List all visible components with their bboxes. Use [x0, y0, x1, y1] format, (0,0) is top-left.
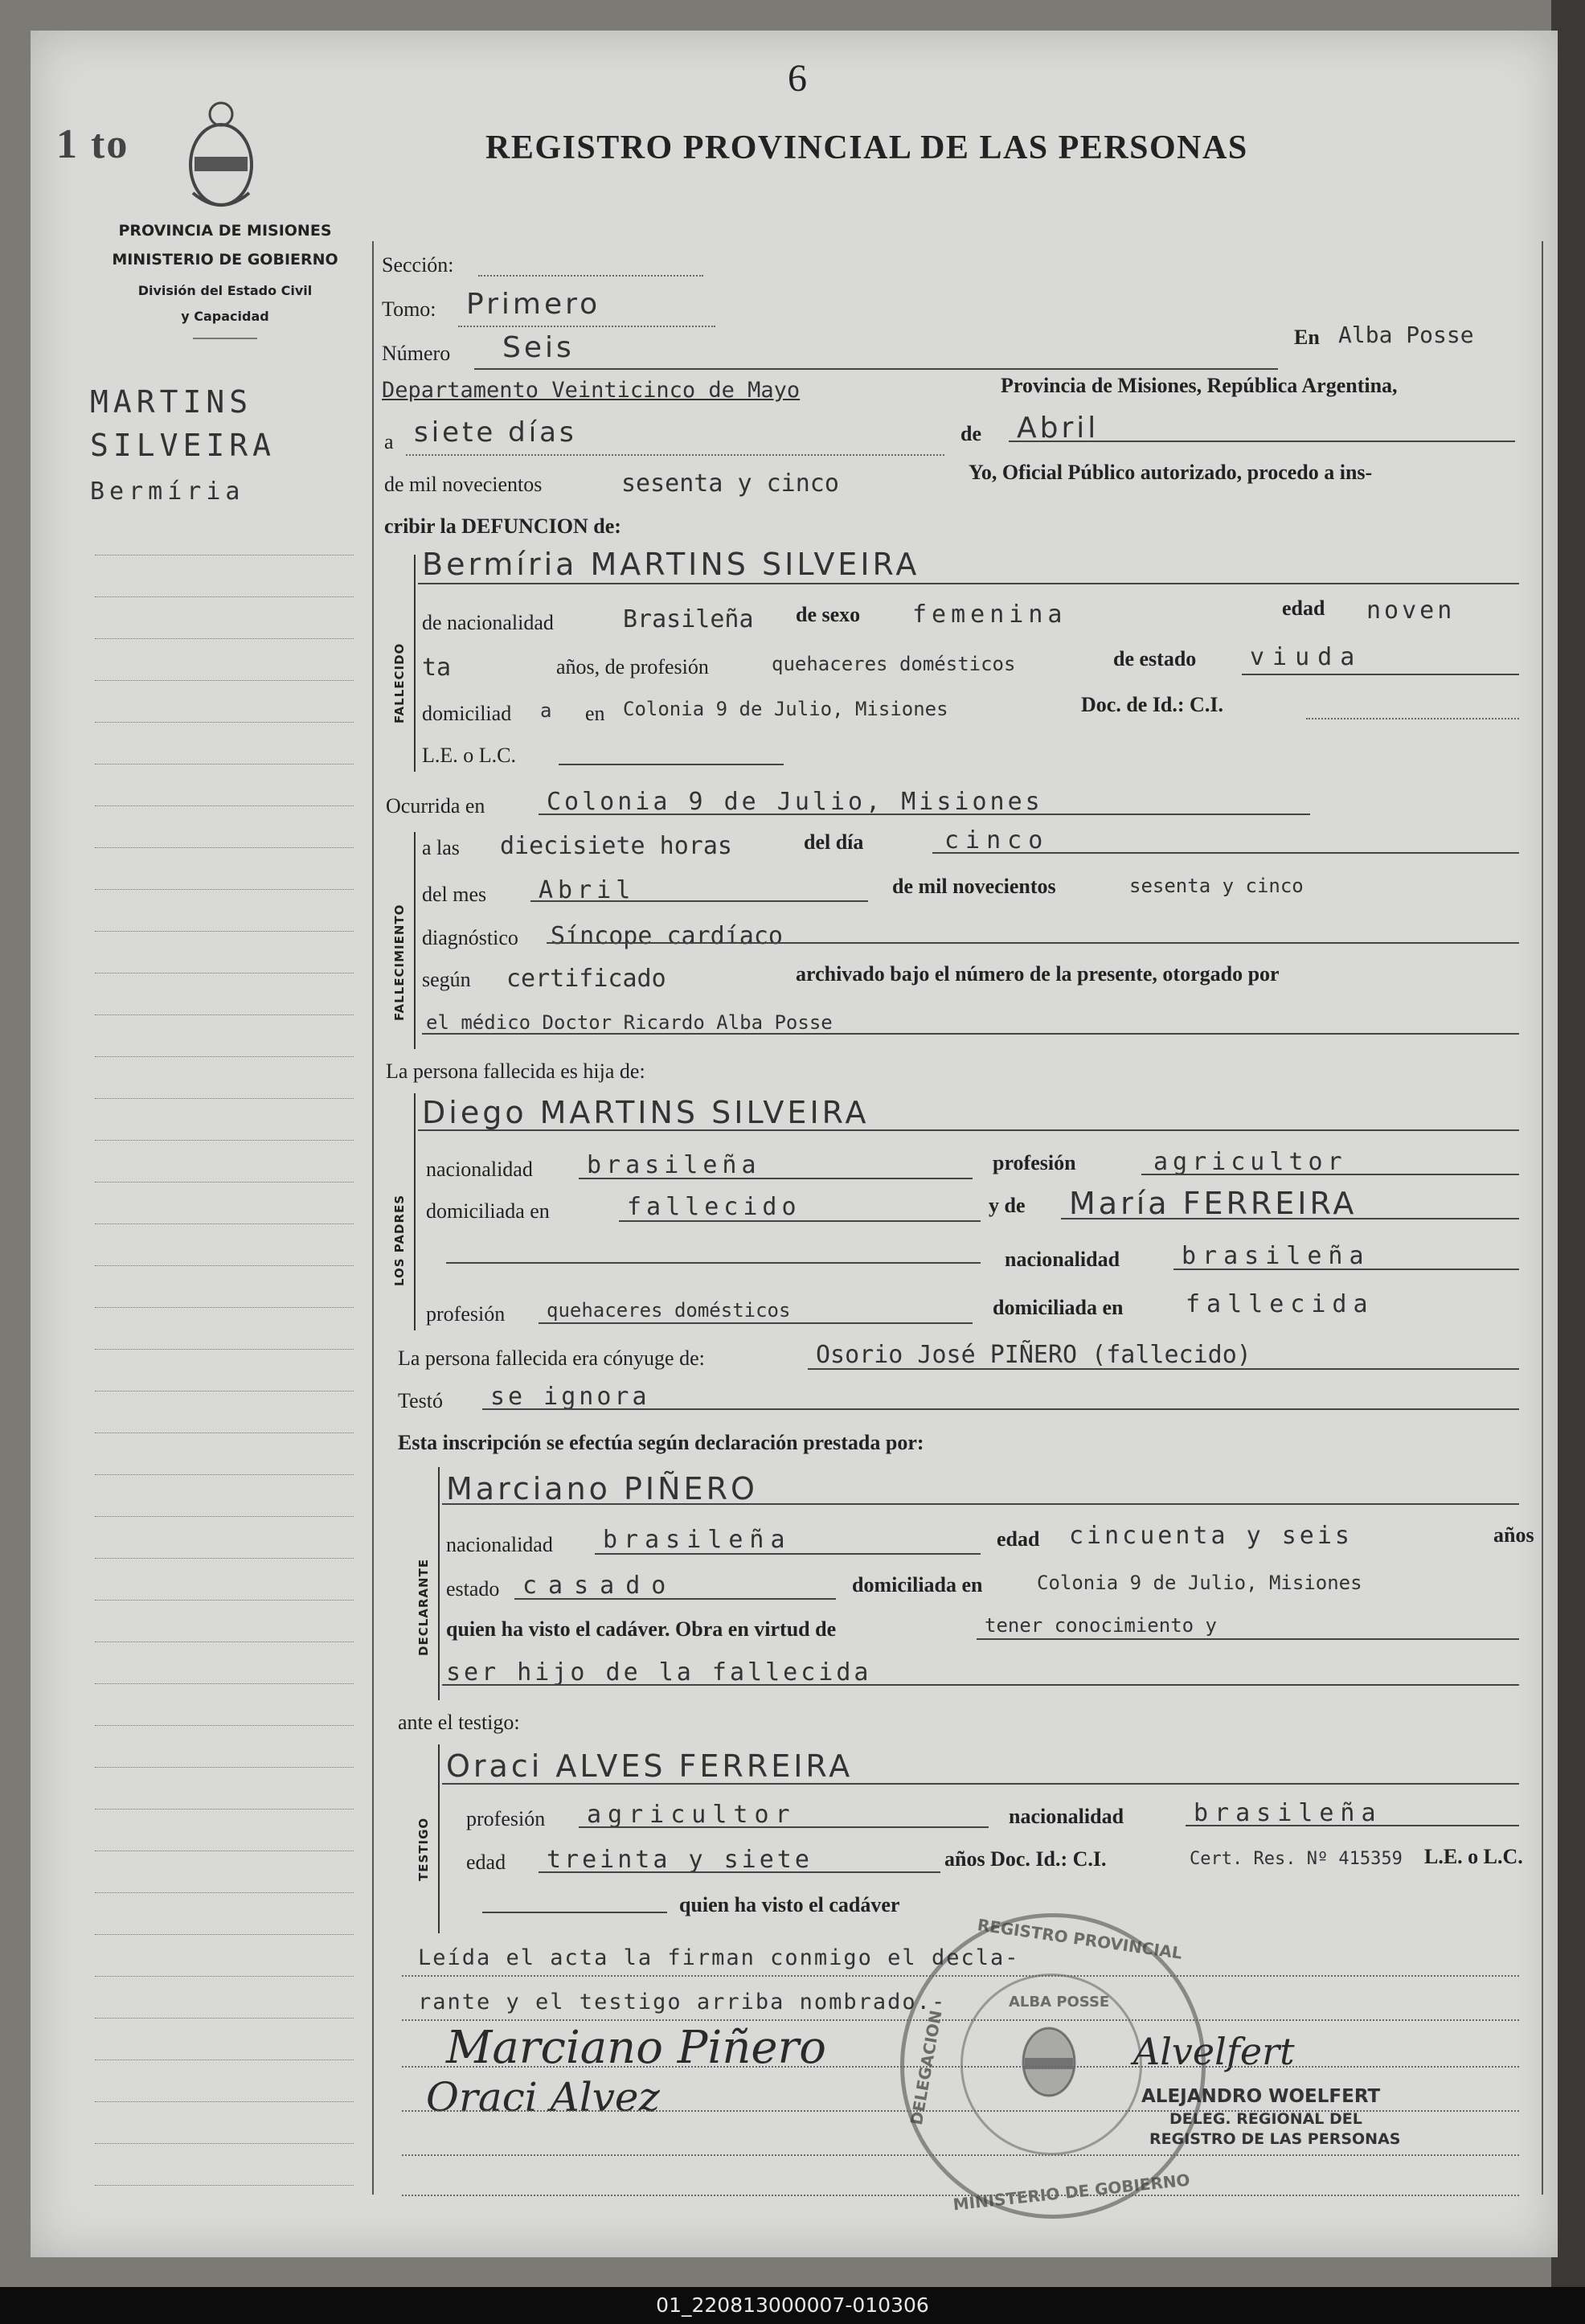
declarante-domicilio-value: Colonia 9 de Julio, Misiones: [1037, 1572, 1362, 1594]
testo-line: [482, 1408, 1519, 1410]
fallecido-sexo-value: femenina: [912, 600, 1067, 629]
fallecimiento-anio-value: sesenta y cinco: [1129, 875, 1304, 897]
madre-nombre-continued-line: [446, 1262, 981, 1264]
numero-value: Seis: [502, 331, 575, 364]
de-label: de: [960, 422, 981, 445]
segun-value: certificado: [506, 965, 666, 993]
conyuge-label: La persona fallecida era cónyuge de:: [398, 1346, 705, 1370]
seal-text-bottom: MINISTERIO DE GOBIERNO: [952, 2170, 1191, 2215]
a-label: a: [384, 430, 394, 453]
testigo-profesion-value: agricultor: [587, 1801, 797, 1829]
madre-domicilio-value: fallecida: [1186, 1290, 1374, 1318]
margin-ruled-line: [95, 931, 354, 932]
right-border-line: [1542, 241, 1543, 2195]
signature-rule-1: [402, 2066, 1519, 2068]
margin-ruled-line: [95, 1014, 354, 1015]
oficial-cargo-2: REGISTRO DE LAS PERSONAS: [1149, 2130, 1401, 2148]
margin-ruled-line: [95, 638, 354, 639]
de-mil-label: de mil novecientos: [384, 473, 543, 496]
cierre-line-1: Leída el acta la firman conmigo el decla-: [418, 1945, 1020, 1970]
madre-nombre: María FERREIRA: [1069, 1186, 1358, 1221]
testigo-doc-value: Cert. Res. Nº 415359: [1190, 1849, 1403, 1869]
fallecido-bracket: [414, 555, 416, 772]
diagnostico-line: [547, 942, 1519, 944]
y-de-label: y de: [989, 1194, 1026, 1217]
testo-value: se ignora: [490, 1383, 650, 1411]
testigo-nombre-line: [442, 1783, 1519, 1785]
numero-label: Número: [382, 342, 451, 365]
certificate-page: [31, 31, 1558, 2257]
padre-domicilio-line: [619, 1220, 981, 1222]
margin-ruled-line: [95, 680, 354, 681]
dias-line: [406, 454, 944, 456]
fallecido-domiciliado-suffix: a: [540, 699, 552, 722]
medico-line: [422, 1033, 1519, 1035]
segun-label: según: [422, 968, 471, 991]
tomo-line: [458, 326, 715, 327]
dia-line: [932, 852, 1519, 854]
conyuge-line: [808, 1368, 1519, 1370]
cierre-rule-2: [402, 2019, 1519, 2021]
fallecido-nacionalidad-value: Brasileña: [623, 605, 754, 633]
testigo-nacionalidad-line: [1186, 1825, 1519, 1826]
padre-nacionalidad-line: [579, 1178, 973, 1179]
division-label: División del Estado Civil: [137, 283, 313, 298]
margin-ruled-line: [95, 1809, 354, 1810]
fallecido-le-line: [559, 764, 784, 765]
margin-ruled-line: [95, 2018, 354, 2019]
margin-ruled-line: [95, 1474, 354, 1475]
left-border-line: [372, 241, 374, 2195]
testigo-nacionalidad-value: brasileña: [1194, 1799, 1382, 1827]
diagnostico-label: diagnóstico: [422, 926, 518, 949]
fallecimiento-bracket: [414, 832, 416, 1049]
margin-ruled-line: [95, 1767, 354, 1768]
archivado-text: archivado bajo el número de la presente, otorgado por: [796, 962, 1280, 986]
del-dia-label: del día: [804, 830, 864, 854]
margin-surname-1: MARTINS: [90, 384, 253, 420]
province-label: PROVINCIA DE MISIONES: [118, 222, 332, 240]
dia-value: cinco: [944, 826, 1050, 855]
declarante-bracket: [438, 1467, 440, 1700]
fallecido-estado-label: de estado: [1113, 647, 1197, 670]
margin-ruled-line: [95, 2101, 354, 2102]
testigo-anios-doc-label: años Doc. Id.: C.I.: [944, 1847, 1107, 1871]
madre-profesion-line: [539, 1322, 973, 1324]
mes-line: [1009, 441, 1515, 442]
diagnostico-value: Síncope cardíaco: [551, 922, 783, 950]
margin-ruled-line: [95, 889, 354, 890]
madre-profesion-label: profesión: [426, 1302, 506, 1326]
testigo-section-label: TESTIGO: [416, 1817, 431, 1881]
padre-nombre-line: [418, 1129, 1519, 1131]
margin-given-name: Bermíria: [90, 478, 245, 506]
margin-ruled-line: [95, 1725, 354, 1726]
declarante-anios-label: años: [1493, 1523, 1534, 1547]
margin-ruled-line: [95, 1391, 354, 1392]
mes-value: Abril: [1017, 412, 1100, 445]
declarante-estado-line: [514, 1598, 836, 1600]
testigo-edad-value: treinta y siete: [547, 1846, 813, 1874]
provincia-text: Provincia de Misiones, República Argentina,: [1001, 374, 1398, 397]
signature-rule-3: [402, 2154, 1519, 2156]
en-value: Alba Posse: [1338, 322, 1474, 348]
margin-ruled-line: [95, 1223, 354, 1224]
seccion-line: [478, 275, 703, 277]
en-label: En: [1294, 326, 1320, 349]
padre-nombre: Diego MARTINS SILVEIRA: [422, 1095, 870, 1130]
cierre-rule-1: [402, 1975, 1519, 1977]
margin-ruled-line: [95, 1600, 354, 1601]
declarante-nombre: Marciano PIÑERO: [446, 1471, 758, 1506]
stamp-number: 1 to: [56, 121, 129, 167]
declarante-nombre-line: [442, 1503, 1519, 1505]
dias-value: siete días: [414, 416, 577, 449]
padres-section-label: LOS PADRES: [392, 1194, 407, 1286]
testigo-le-label: L.E. o L.C.: [1424, 1845, 1523, 1868]
ocurrida-value: Colonia 9 de Julio, Misiones: [547, 788, 1043, 816]
seal-text-top: REGISTRO PROVINCIAL: [976, 1915, 1184, 1963]
medico-value: el médico Doctor Ricardo Alba Posse: [426, 1011, 833, 1034]
testigo-bracket: [438, 1744, 440, 1933]
conyuge-value: Osorio José PIÑERO (fallecido): [816, 1341, 1251, 1369]
seal-coat-of-arms-icon: [1013, 2014, 1085, 2110]
capacity-label: y Capacidad: [181, 309, 269, 324]
padre-profesion-value: agricultor: [1153, 1148, 1347, 1176]
testigo-profesion-label: profesión: [466, 1807, 546, 1830]
padre-domiciliada-label: domiciliada en: [426, 1199, 550, 1223]
madre-nacionalidad-line: [1173, 1269, 1519, 1270]
padres-bracket: [414, 1093, 416, 1330]
margin-ruled-line: [95, 1098, 354, 1099]
fallecido-profesion-value: quehaceres domésticos: [772, 653, 1016, 675]
madre-nacionalidad-value: brasileña: [1182, 1242, 1370, 1270]
fallecido-doc-label: Doc. de Id.: C.I.: [1081, 693, 1223, 716]
margin-ruled-line: [95, 1265, 354, 1266]
testigo-cadaver-line: [482, 1912, 667, 1913]
inscribir-text: cribir la DEFUNCION de:: [384, 514, 621, 538]
margin-ruled-line: [95, 596, 354, 597]
declarante-cadaver-text: quien ha visto el cadáver. Obra en virtud de: [446, 1617, 837, 1641]
fallecido-sexo-label: de sexo: [796, 603, 861, 626]
testigo-signature: Oraci Alvez: [426, 2074, 660, 2121]
declarante-nacionalidad-value: brasileña: [603, 1526, 792, 1554]
madre-nacionalidad-label: nacionalidad: [1005, 1248, 1120, 1271]
margin-ruled-line: [95, 1140, 354, 1141]
fallecido-en-label: en: [585, 702, 605, 725]
fallecido-nacionalidad-label: de nacionalidad: [422, 611, 554, 634]
margin-ruled-line: [95, 1934, 354, 1935]
departamento-value: Departamento Veinticinco de Mayo: [382, 378, 801, 403]
fallecido-section-label: FALLECIDO: [392, 642, 407, 723]
ocurrida-line: [539, 814, 1310, 815]
margin-ruled-line: [95, 722, 354, 723]
numero-line: [474, 368, 1278, 370]
fallecido-estado-line: [1242, 674, 1519, 675]
madre-domiciliada-label: domiciliada en: [993, 1296, 1124, 1319]
padres-intro: La persona fallecida es hija de:: [386, 1060, 645, 1083]
declarante-nacionalidad-line: [595, 1553, 981, 1555]
testigo-profesion-line: [579, 1826, 989, 1828]
fallecido-profesion-label: años, de profesión: [556, 655, 709, 678]
fallecido-le-label: L.E. o L.C.: [422, 744, 516, 767]
fallecido-estado-value: viuda: [1250, 643, 1363, 671]
cierre-line-2: rante y el testigo arriba nombrado.-: [418, 1990, 947, 2015]
padre-profesion-line: [1141, 1174, 1519, 1175]
padre-nacionalidad-value: brasileña: [587, 1151, 761, 1179]
header-divider: [193, 338, 257, 339]
signature-rule-2: [402, 2110, 1519, 2112]
fallecimiento-mes-line: [530, 900, 868, 902]
declarante-virtud-value-1: tener conocimiento y: [985, 1614, 1217, 1637]
padre-nacionalidad-label: nacionalidad: [426, 1158, 533, 1181]
margin-ruled-line: [95, 1307, 354, 1308]
margin-ruled-line: [95, 1349, 354, 1350]
fallecimiento-mes-value: Abril: [539, 876, 636, 904]
signature-rule-4: [402, 2195, 1519, 2196]
testigo-edad-label: edad: [466, 1851, 506, 1874]
margin-ruled-line: [95, 847, 354, 848]
padre-profesion-label: profesión: [993, 1151, 1076, 1174]
margin-ruled-line: [95, 2143, 354, 2144]
madre-nombre-line: [1061, 1218, 1519, 1219]
margin-ruled-line: [95, 1892, 354, 1893]
margin-ruled-line: [95, 1056, 354, 1057]
declarante-virtud-line-1: [977, 1638, 1519, 1640]
testigo-cadaver-text: quien ha visto el cadáver: [679, 1893, 900, 1916]
madre-profesion-value: quehaceres domésticos: [547, 1299, 791, 1322]
fallecido-domiciliado-label: domiciliad: [422, 702, 512, 725]
fallecido-domicilio-value: Colonia 9 de Julio, Misiones: [623, 698, 948, 720]
oficial-cargo-1: DELEG. REGIONAL DEL: [1169, 2110, 1362, 2128]
testo-label: Testó: [398, 1389, 443, 1412]
hora-value: diecisiete horas: [500, 832, 732, 860]
del-mes-label: del mes: [422, 883, 487, 906]
testigo-edad-line: [539, 1871, 940, 1873]
fallecido-doc-line: [1306, 718, 1519, 719]
margin-ruled-line: [95, 2185, 354, 2186]
margin-ruled-line: [95, 1683, 354, 1684]
fallecido-nombre-line: [418, 583, 1519, 584]
tomo-value: Primero: [466, 288, 601, 321]
a-las-label: a las: [422, 836, 460, 859]
declarante-edad-value: cincuenta y seis: [1069, 1522, 1353, 1550]
margin-ruled-line: [95, 1516, 354, 1517]
fallecimiento-de-mil-label: de mil novecientos: [892, 875, 1056, 898]
padre-domicilio-value: fallecido: [627, 1193, 801, 1221]
testigo-nacionalidad-label: nacionalidad: [1009, 1805, 1124, 1828]
document-title: REGISTRO PROVINCIAL DE LAS PERSONAS: [485, 129, 1248, 166]
fallecimiento-section-label: FALLECIMIENTO: [392, 904, 407, 1021]
margin-ruled-line: [95, 805, 354, 806]
oficial-text: Yo, Oficial Público autorizado, procedo a ins-: [969, 461, 1373, 484]
oficial-signature: Alvelfert: [1133, 2030, 1295, 2073]
declarante-estado-label: estado: [446, 1577, 500, 1601]
image-filename: 01_220813000007-010306: [0, 2287, 1585, 2324]
declarante-nacionalidad-label: nacionalidad: [446, 1533, 553, 1556]
declarante-virtud-value-2: ser hijo de la fallecida: [446, 1658, 872, 1687]
declarante-domiciliada-label: domiciliada en: [852, 1573, 983, 1596]
seal-text-left: DELEGACION: [906, 2008, 946, 2127]
declarante-edad-label: edad: [997, 1527, 1040, 1551]
fallecido-edad-label: edad: [1282, 596, 1325, 620]
coat-of-arms-icon: [177, 96, 265, 225]
declarante-estado-value: casado: [522, 1572, 678, 1600]
declaracion-intro: Esta inscripción se efectúa según declaración prestada por:: [398, 1431, 924, 1454]
declarante-section-label: DECLARANTE: [416, 1558, 431, 1656]
testigo-intro: ante el testigo:: [398, 1711, 520, 1734]
margin-ruled-line: [95, 1976, 354, 1977]
anio-value: sesenta y cinco: [621, 469, 839, 498]
fallecido-edad-value-1: noven: [1366, 596, 1456, 625]
ocurrida-label: Ocurrida en: [386, 794, 485, 818]
margin-ruled-line: [95, 1558, 354, 1559]
fallecido-edad-value-2: ta: [422, 654, 452, 682]
declarante-virtud-line-2: [442, 1684, 1519, 1686]
declarante-signature: Marciano Piñero: [446, 2022, 827, 2074]
seal-text-center: ALBA POSSE: [1009, 1994, 1110, 2010]
tomo-label: Tomo:: [382, 297, 436, 321]
margin-surname-2: SILVEIRA: [90, 428, 276, 463]
seccion-label: Sección:: [382, 253, 454, 277]
page-number: 6: [788, 57, 807, 100]
oficial-nombre: ALEJANDRO WOELFERT: [1141, 2086, 1381, 2107]
testigo-nombre: Oraci ALVES FERREIRA: [446, 1748, 854, 1784]
fallecido-nombre: Bermíria MARTINS SILVEIRA: [422, 547, 920, 582]
ministry-label: MINISTERIO DE GOBIERNO: [112, 251, 338, 268]
